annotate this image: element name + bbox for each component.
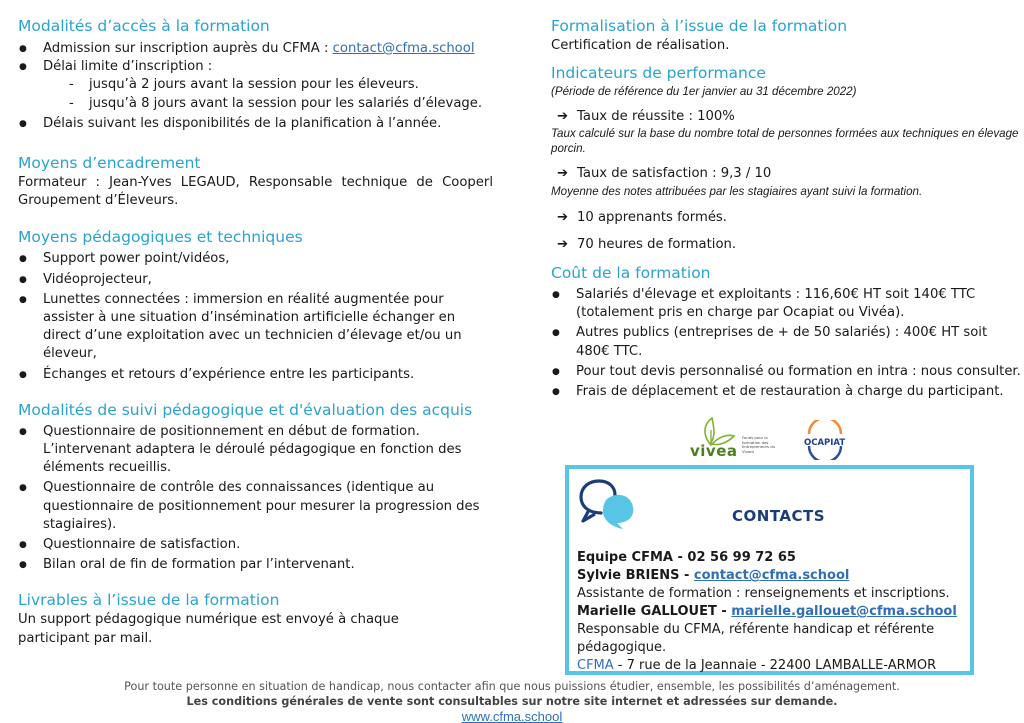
sylvie-email-link[interactable]: contact@cfma.school [693, 568, 850, 583]
indicator-heures: ➔ 70 heures de formation. [551, 236, 1021, 254]
list-item: ● Admission sur inscription auprès du CFMA : contact@cfma.school [18, 40, 493, 58]
marielle-role: Responsable du CFMA, référente handicap et référente pédagogique. [577, 622, 935, 655]
contacts-title: CONTACTS [732, 507, 826, 525]
contacts-box [565, 465, 974, 675]
footer-handicap: Pour toute personne en situation de handicap, nous contacter afin que nous puissions étudier, ensemble, les possibilités d’aménagement. [124, 680, 900, 693]
section-title-formalisation: Formalisation à l’issue de la formation [551, 17, 848, 35]
vivea-tagline: Fonds pour la formation des Entrepreneurs du Vivant [742, 435, 776, 454]
section-title-encadrement: Moyens d’encadrement [18, 154, 201, 173]
section-acces [18, 16, 493, 133]
sylvie-line: Sylvie BRIENS - contact@cfma.school [577, 568, 850, 583]
indicator-reussite: ➔ Taux de réussite : 100% [551, 108, 1021, 126]
arrow-icon: ➔ [557, 209, 569, 225]
marielle-email-link[interactable]: marielle.gallouet@cfma.school [731, 604, 957, 619]
right-column [551, 16, 1021, 401]
list-item: ● Bilan oral de fin de formation par l’intervenant. [18, 556, 493, 574]
list-item: ● Questionnaire de positionnement en début de formation. L’intervenant adaptera le déroulé pédagogique en fonction des éléments recueillis. [18, 423, 493, 478]
list-item: ● Questionnaire de contrôle des connaissances (identique au questionnaire de positionnement pour mesurer la progression des stagiaires). [18, 479, 493, 534]
indicator-apprenants: ➔ 10 apprenants formés. [551, 209, 1021, 227]
arrow-icon: ➔ [557, 109, 569, 125]
address-line: CFMA - 7 rue de la Jeannaie - 22400 LAMBALLE-ARMOR [577, 658, 937, 673]
period-note: (Période de référence du 1er janvier au 31 décembre 2022) [551, 85, 857, 99]
footer-cgv: Les conditions générales de vente sont consultables sur notre site internet et adressées sur demande. [186, 695, 838, 708]
section-livrables [18, 590, 493, 647]
list-item: ● Vidéoprojecteur, [18, 271, 493, 289]
website-link[interactable]: www.cfma.school [461, 709, 563, 723]
list-item: ● Délais suivant les disponibilités de la planification à l’année. [18, 115, 493, 133]
vivea-logo [690, 416, 790, 468]
sylvie-role: Assistante de formation : renseignements et inscriptions. [577, 586, 950, 601]
section-cout [551, 263, 1021, 401]
indicator-satisfaction: ➔ Taux de satisfaction : 9,3 / 10 [551, 165, 1021, 183]
section-pedago [18, 227, 493, 383]
section-title-cout: Coût de la formation [551, 264, 711, 283]
sub-item: - jusqu’à 2 jours avant la session pour les éleveurs. [63, 76, 493, 94]
arrow-icon: ➔ [557, 236, 569, 252]
equipe-line: Equipe CFMA - 02 56 99 72 65 [577, 550, 796, 565]
list-item: ● Salariés d'élevage et exploitants : 116,60€ HT soit 140€ TTC (totalement pris en charge par Ocapiat ou Vivéa). [551, 286, 1021, 322]
list-item: ● Délai limite d’inscription : - jusqu’à 2 jours avant la session pour les éleveurs. - jusqu’à 8 jours avant la session pour les salariés d’élevage. [18, 58, 493, 113]
contact-email-link[interactable]: contact@cfma.school [332, 41, 475, 56]
list-item: ● Pour tout devis personnalisé ou formation en intra : nous consulter. [551, 363, 1021, 381]
encadrement-text: Formateur : Jean-Yves LEGAUD, Responsable technique de Cooperl Groupement d’Éleveurs. [18, 175, 493, 209]
section-title-acces: Modalités d’accès à la formation [18, 17, 270, 35]
section-title-indicateurs: Indicateurs de performance [551, 64, 766, 83]
list-item: ● Questionnaire de satisfaction. [18, 536, 493, 554]
list-item: ● Échanges et retours d’expérience entre les participants. [18, 366, 493, 384]
formalisation-text: Certification de réalisation. [551, 38, 730, 53]
sub-item: - jusqu’à 8 jours avant la session pour les salariés d’élevage. [63, 95, 493, 113]
section-encadrement [18, 153, 493, 210]
list-item: ● Support power point/vidéos, [18, 250, 493, 268]
left-column [18, 16, 493, 648]
contacts-lines [577, 549, 967, 675]
marielle-line: Marielle GALLOUET - marielle.gallouet@cfma.school [577, 604, 957, 619]
vivea-wordmark: vivea [690, 442, 738, 460]
satisfaction-note: Moyenne des notes attribuées par les stagiaires ayant suivi la formation. [551, 184, 923, 198]
section-indicateurs [551, 63, 1021, 254]
livrables-text: Un support pédagogique numérique est envoyé à chaque participant par mail. [18, 612, 399, 646]
chat-bubbles-icon [577, 477, 637, 529]
section-title-livrables: Livrables à l’issue de la formation [18, 591, 280, 610]
reussite-note: Taux calculé sur la base du nombre total de personnes formées aux techniques en élevage porcin. [551, 127, 1019, 156]
section-title-suivi: Modalités de suivi pédagogique et d'évaluation des acquis [18, 400, 473, 419]
list-item: ● Lunettes connectées : immersion en réalité augmentée pour assister à une situation d’insémination artificielle échanger en direct d’une exploitation avec un technicien d’élevage et/ou un éleveur, [18, 291, 493, 364]
section-suivi [18, 400, 493, 575]
list-item: ● Frais de déplacement et de restauration à charge du participant. [551, 383, 1021, 401]
section-title-pedago: Moyens pédagogiques et techniques [18, 228, 303, 247]
footer-site [0, 708, 1024, 723]
ocapiat-logo [800, 420, 850, 466]
list-item: ● Autres publics (entreprises de + de 50 salariés) : 400€ HT soit 480€ TTC. [551, 324, 1021, 360]
section-formalisation [551, 16, 1021, 55]
ocapiat-wordmark: OCAPIAT [804, 438, 846, 448]
arrow-icon: ➔ [557, 166, 569, 182]
